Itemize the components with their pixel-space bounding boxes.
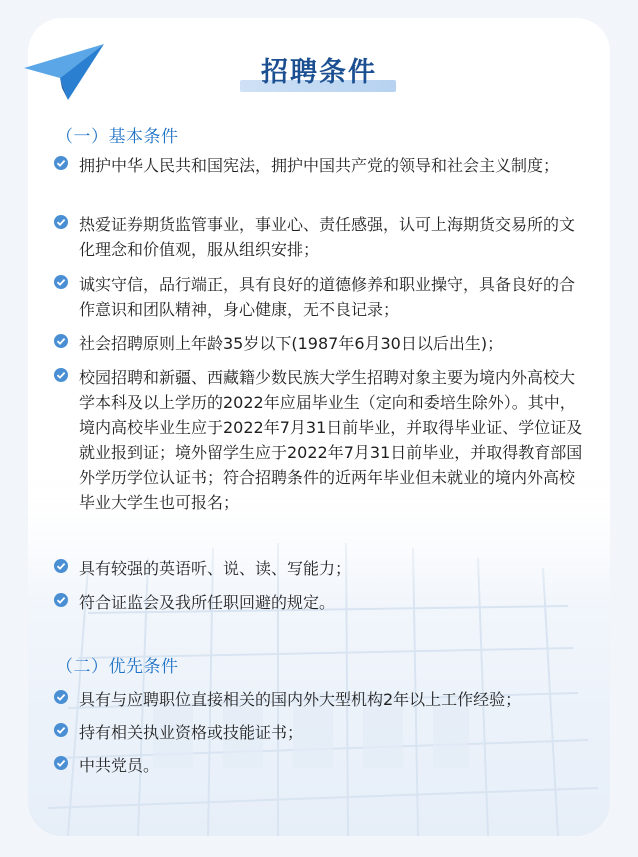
list-item [54,590,584,615]
check-circle-icon [54,723,68,737]
list-item [54,272,584,322]
list-item [54,153,584,178]
section-heading-priority: （二）优先条件 [56,657,179,677]
list-item-text: 中共党员。 [79,756,160,775]
check-circle-icon [54,215,68,229]
list-item-text: 校园招聘和新疆、西藏籍少数民族大学生招聘对象主要为境内外高校大学本科及以上学历的2022年应届毕业生（定向和委培生除外）。其中，境内高校毕业生应于2022年7月31日前毕业，并取得毕业证、学位证及就业报到证；境外留学生应于2022年7月31日前毕业，并取得教育部国外学历学位认证书；符合招聘条件的近两年毕业但未就业的境内外高校毕业大学生也可报名； [79,368,583,512]
check-circle-icon [54,334,68,348]
check-circle-icon [54,593,68,607]
page-title: 招聘条件 [261,57,377,88]
list-item-text: 具有较强的英语听、说、读、写能力； [79,559,352,578]
section-heading-basic: （一）基本条件 [56,127,179,147]
list-item [54,331,584,356]
check-circle-icon [54,690,68,704]
list-item-text: 符合证监会及我所任职回避的规定。 [79,593,336,612]
check-circle-icon [54,756,68,770]
check-circle-icon [54,559,68,573]
list-item-text: 诚实守信，品行端正，具有良好的道德修养和职业操守，具备良好的合作意识和团队精神，身心健康，无不良记录； [79,275,576,319]
list-item-text: 具有与应聘职位直接相关的国内外大型机构2年以上工作经验； [79,690,522,709]
check-circle-icon [54,156,68,170]
list-item [54,556,584,581]
list-item-text: 社会招聘原则上年龄35岁以下(1987年6月30日以后出生)； [79,334,504,353]
list-item [54,720,584,745]
list-item-text: 热爱证券期货监管事业，事业心、责任感强，认可上海期货交易所的文化理念和价值观，服从组织安排； [79,215,576,259]
list-item [54,687,584,712]
list-item-text: 拥护中华人民共和国宪法，拥护中国共产党的领导和社会主义制度； [79,156,560,175]
list-item [54,212,584,262]
check-circle-icon [54,368,68,382]
list-item-text: 持有相关执业资格或技能证书； [79,723,304,742]
list-item [54,365,584,515]
check-circle-icon [54,275,68,289]
list-item [54,753,584,778]
